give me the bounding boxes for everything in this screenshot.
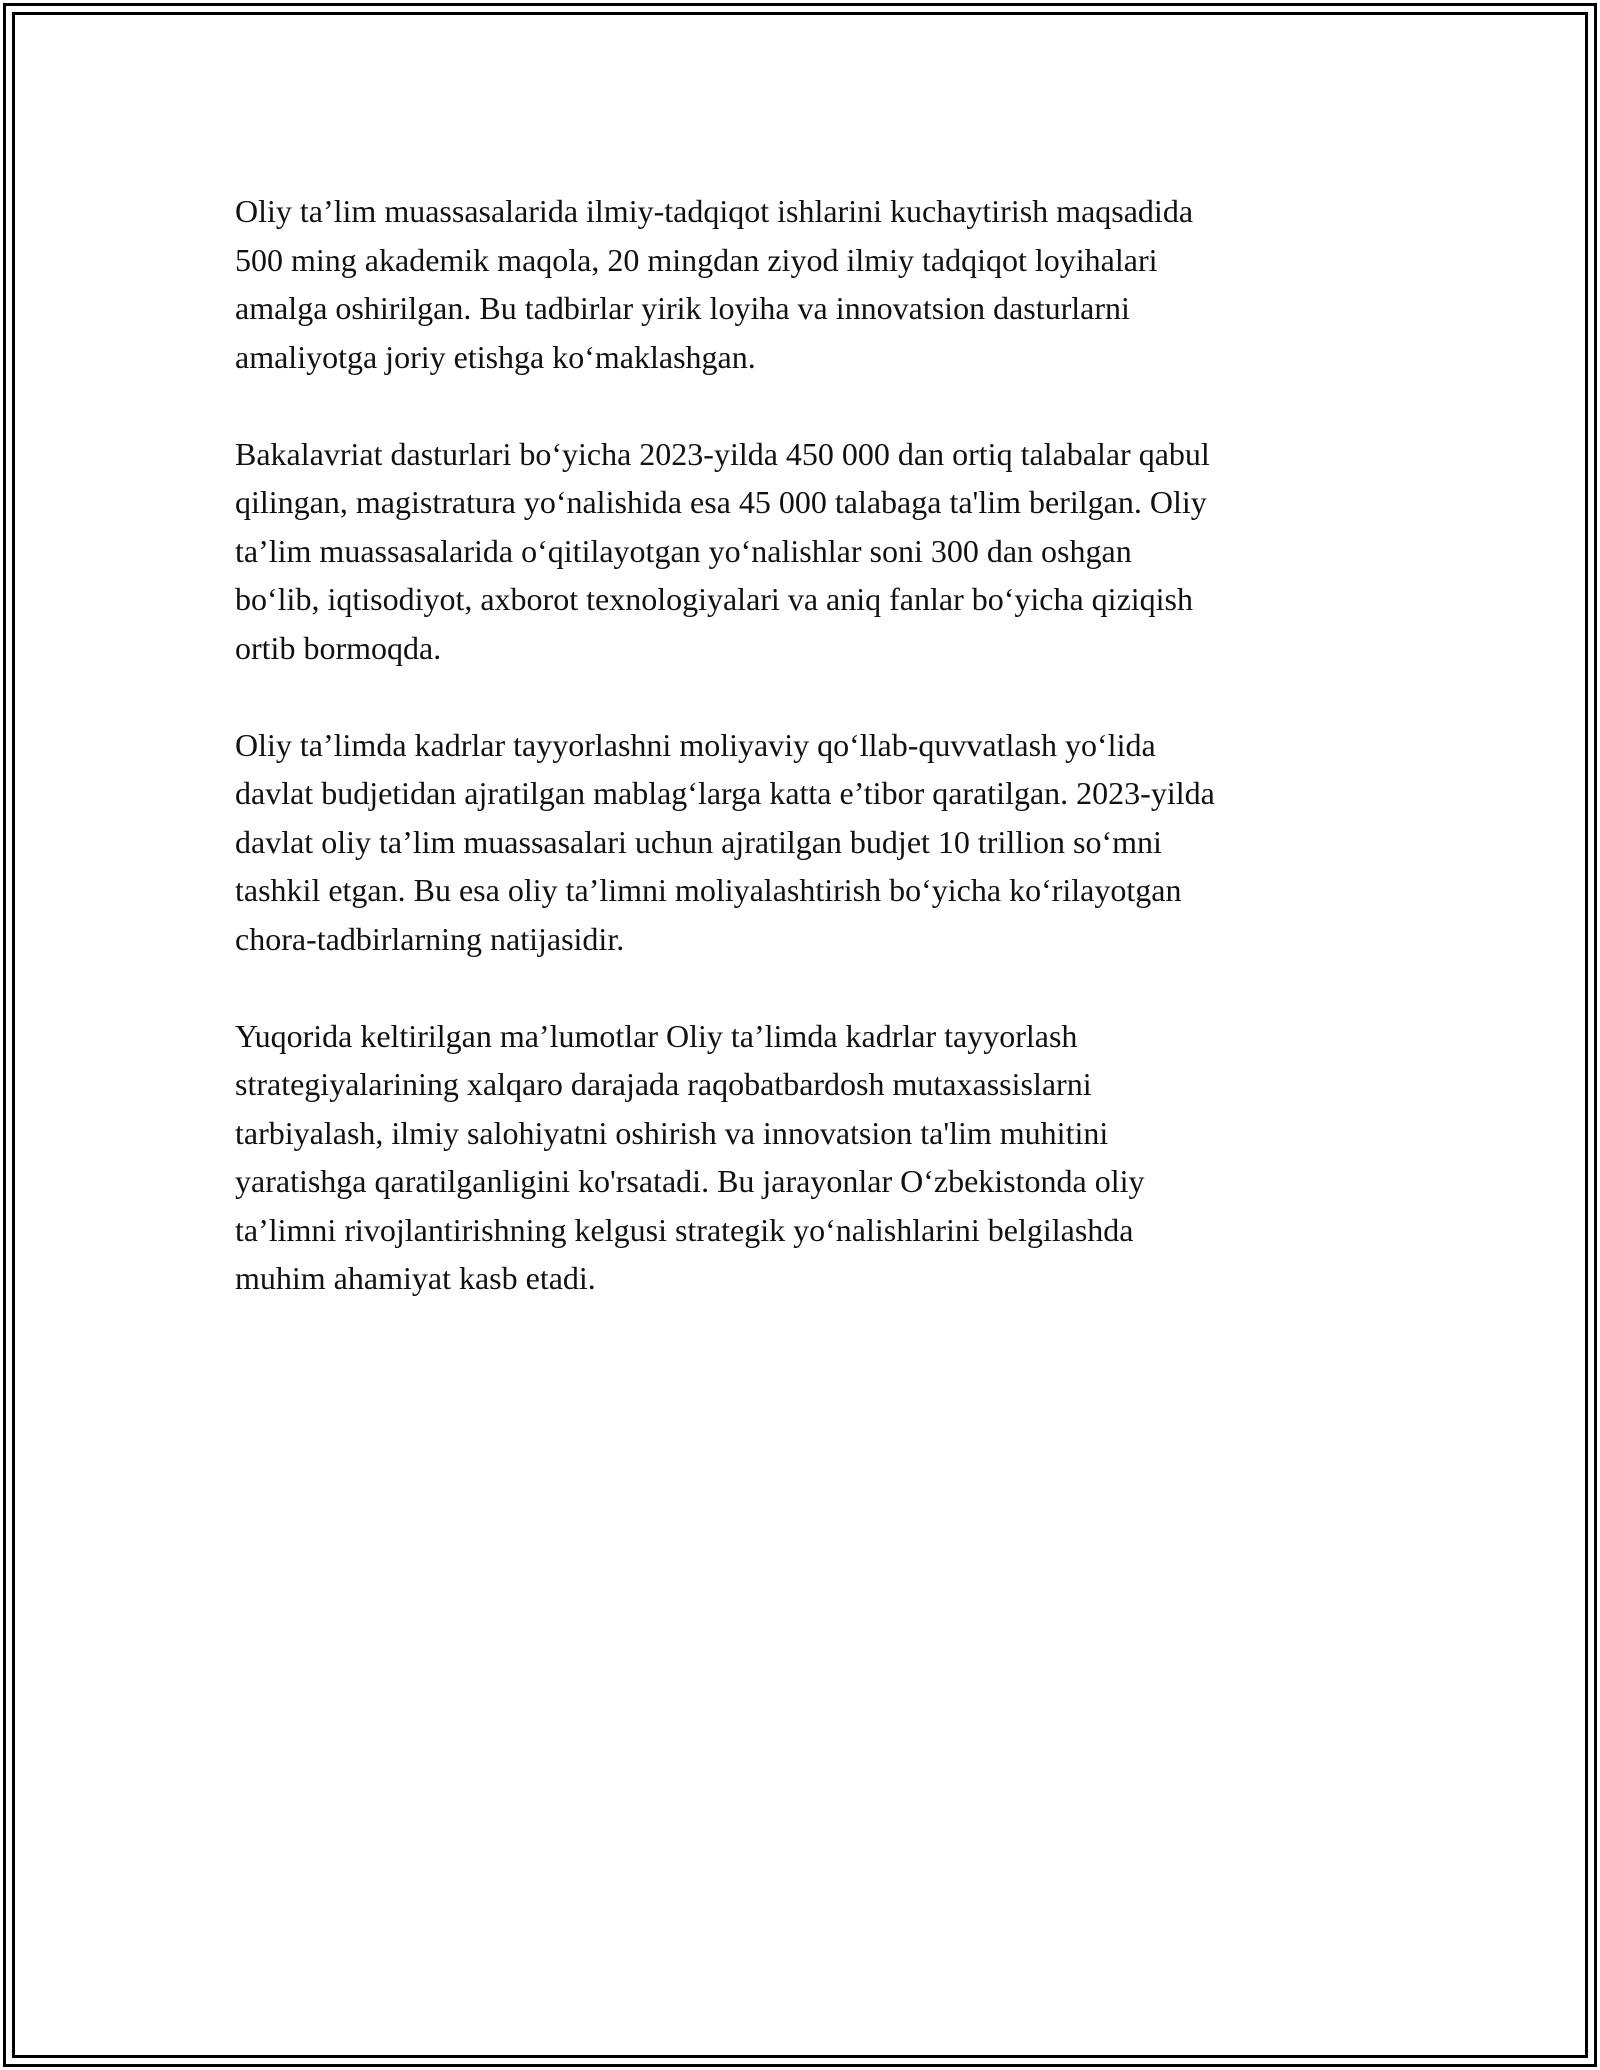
paragraph-research — [235, 187, 1365, 381]
text-line: strategiyalarining xalqaro darajada raqobatbardosh mutaxassislarni — [235, 1066, 1092, 1102]
text-line: ta’lim muassasalarida o‘qitilayotgan yo‘nalishlar soni 300 dan oshgan — [235, 532, 1132, 569]
text-line: muhim ahamiyat kasb etadi. — [235, 1260, 596, 1296]
text-line: tarbiyalash, ilmiy salohiyatni oshirish va innovatsion ta'lim muhitini — [235, 1114, 1109, 1151]
text-line: ta’limni rivojlantirishning kelgusi strategik yo‘nalishlarini belgilashda — [235, 1211, 1134, 1248]
text-line: Bakalavriat dasturlari bo‘yicha 2023-yilda 450 000 dan ortiq talabalar qabul — [235, 435, 1210, 472]
text-line: yaratishga qaratilganligini ko'rsatadi. Bu jarayonlar O‘zbekistonda oliy — [235, 1163, 1145, 1199]
text-line: davlat oliy ta’lim muassasalari uchun ajratilgan budjet 10 trillion so‘mni — [235, 823, 1162, 860]
text-line: ortib bormoqda. — [235, 629, 442, 666]
text-line: 500 ming akademik maqola, 20 mingdan ziyod ilmiy tadqiqot loyihalari — [235, 241, 1158, 278]
text-line: amaliyotga joriy etishga ko‘maklashgan. — [235, 338, 756, 375]
text-line: davlat budjetidan ajratilgan mablag‘larga katta e’tibor qaratilgan. 2023-yilda — [235, 775, 1215, 811]
text-line: Oliy ta’lim muassasalarida ilmiy-tadqiqot ishlarini kuchaytirish maqsadida — [235, 193, 1194, 229]
text-line: qilingan, magistratura yo‘nalishida esa 45 000 talabaga ta'lim berilgan. Oliy — [235, 484, 1207, 520]
paragraph-funding — [235, 721, 1365, 964]
paragraph-admissions — [235, 430, 1365, 673]
text-line: Oliy ta’limda kadrlar tayyorlashni moliyaviy qo‘llab-quvvatlash yo‘lida — [235, 726, 1156, 763]
text-line: tashkil etgan. Bu esa oliy ta’limni moliyalashtirish bo‘yicha ko‘rilayotgan — [235, 872, 1182, 908]
text-line: amalga oshirilgan. Bu tadbirlar yirik loyiha va innovatsion dasturlarni — [235, 290, 1130, 326]
text-line: bo‘lib, iqtisodiyot, axborot texnologiyalari va aniq fanlar bo‘yicha qiziqish — [235, 581, 1193, 617]
text-line: chora-tadbirlarning natijasidir. — [235, 920, 625, 957]
document-body — [235, 187, 1365, 1351]
text-line: Yuqorida keltirilgan ma’lumotlar Oliy ta’limda kadrlar tayyorlash — [235, 1017, 1078, 1054]
paragraph-conclusion — [235, 1012, 1365, 1303]
